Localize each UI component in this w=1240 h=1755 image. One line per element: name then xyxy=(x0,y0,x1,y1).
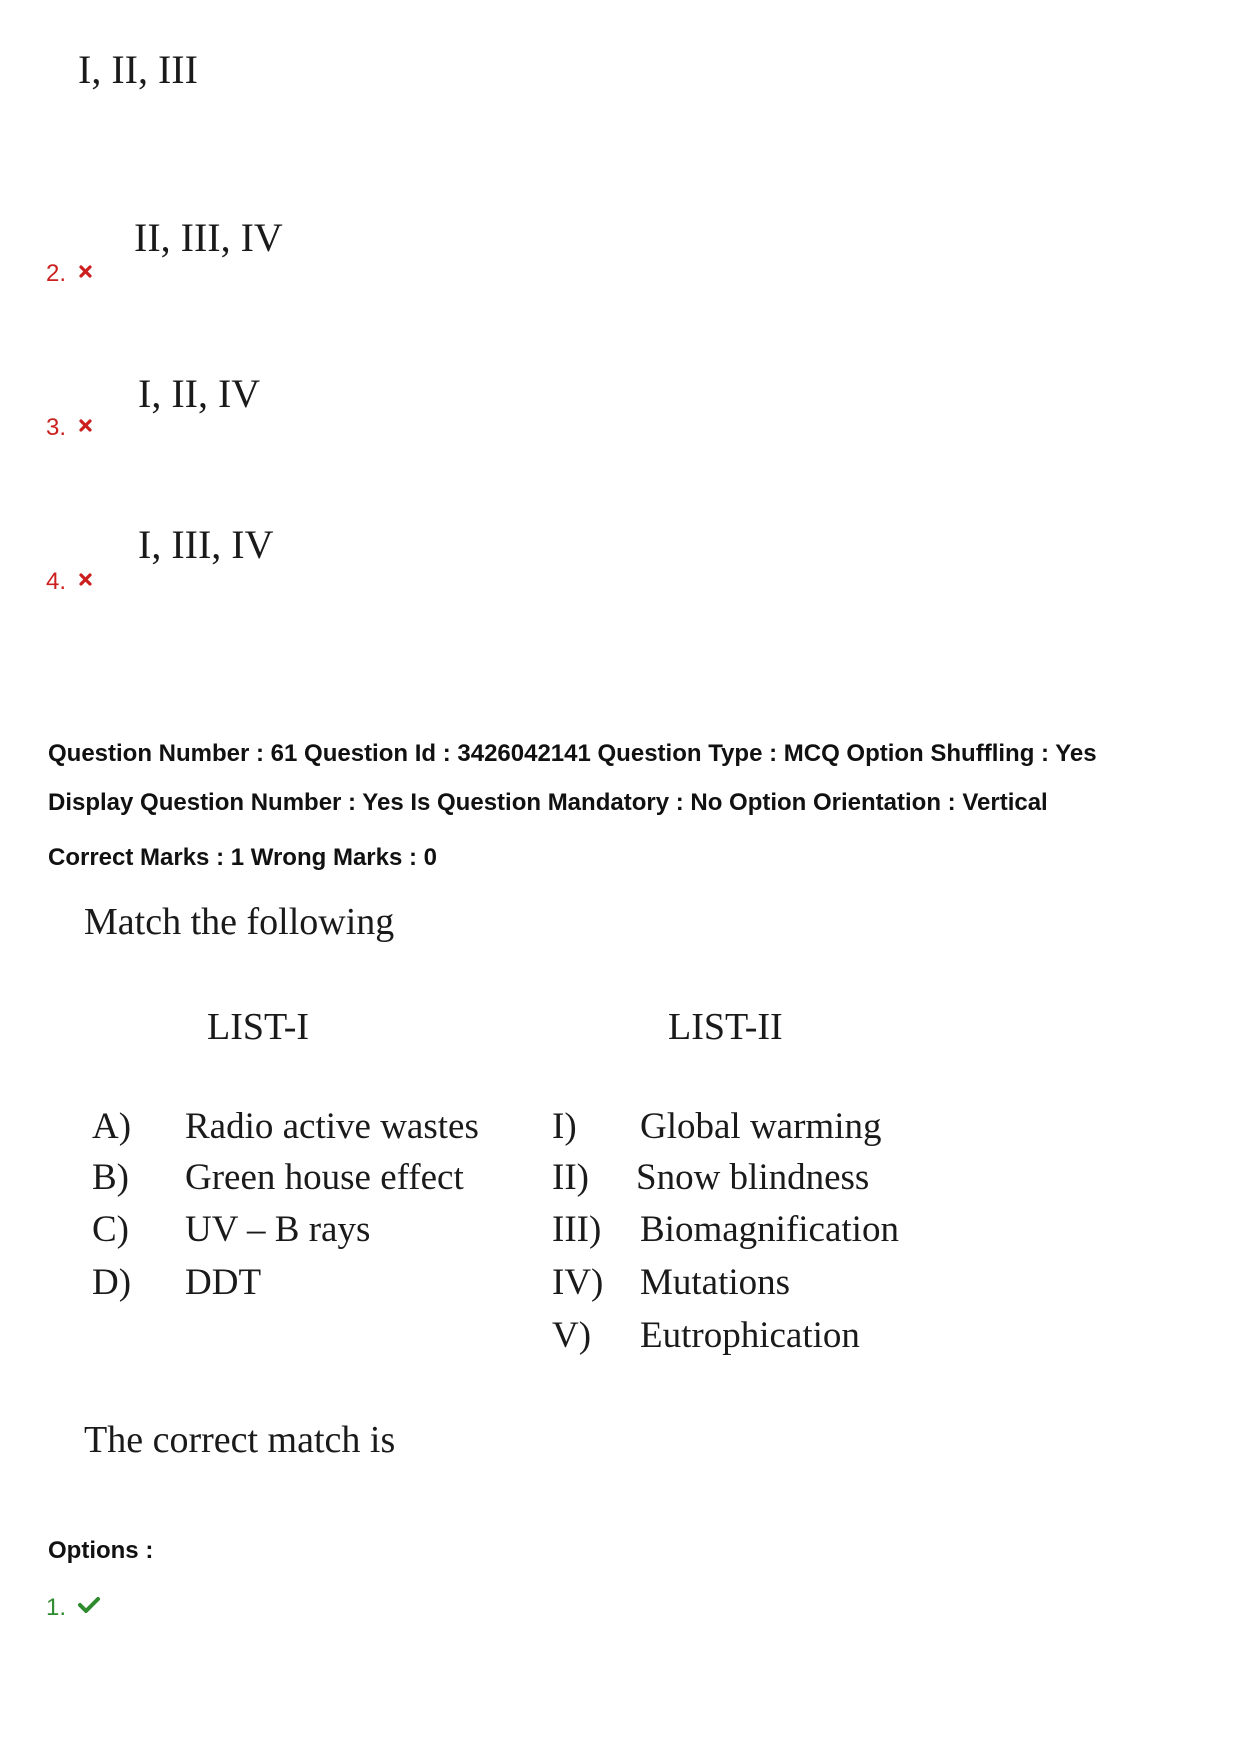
prev-option-1-text: I, II, III xyxy=(78,47,198,92)
list1-label: D) xyxy=(92,1262,132,1303)
question-meta-line-3: Correct Marks : 1 Wrong Marks : 0 xyxy=(48,844,438,871)
option-number: 4. xyxy=(46,568,67,595)
list2-item: Mutations xyxy=(640,1262,791,1303)
list2-label: IV) xyxy=(552,1262,604,1303)
option-1[interactable] xyxy=(46,1594,100,1622)
list1-header: LIST-I xyxy=(207,1006,310,1048)
list2-item: Snow blindness xyxy=(636,1157,870,1198)
cross-icon xyxy=(78,418,93,433)
cross-icon xyxy=(78,572,93,587)
prev-option-2 xyxy=(46,260,93,288)
question-prompt: Match the following xyxy=(84,901,395,943)
list2-label: V) xyxy=(552,1315,592,1356)
list2-label: II) xyxy=(552,1157,589,1198)
prev-option-3 xyxy=(46,414,93,442)
list1-item: Radio active wastes xyxy=(185,1106,479,1147)
list1-item: Green house effect xyxy=(185,1157,464,1198)
list2-item: Eutrophication xyxy=(640,1315,860,1356)
list2-label: I) xyxy=(552,1106,577,1147)
list1-label: B) xyxy=(92,1157,129,1198)
prev-option-3-text: I, II, IV xyxy=(138,371,261,416)
list2-item: Biomagnification xyxy=(640,1209,899,1250)
question-footer-text: The correct match is xyxy=(84,1419,396,1461)
option-number: 1. xyxy=(46,1594,67,1621)
list2-item: Global warming xyxy=(640,1106,882,1147)
options-label: Options : xyxy=(48,1537,154,1564)
list1-item: DDT xyxy=(185,1262,262,1303)
list2-header: LIST-II xyxy=(668,1006,783,1048)
list1-label: A) xyxy=(92,1106,132,1147)
list2-label: III) xyxy=(552,1209,602,1250)
list1-item: UV – B rays xyxy=(185,1209,371,1250)
list1-label: C) xyxy=(92,1209,129,1250)
cross-icon xyxy=(78,264,93,279)
option-number: 3. xyxy=(46,414,67,441)
question-meta-line-2: Display Question Number : Yes Is Question Mandatory : No Option Orientation : Vertical xyxy=(48,789,1048,816)
prev-option-2-text: II, III, IV xyxy=(134,215,283,260)
check-icon xyxy=(78,1597,100,1613)
prev-option-4-text: I, III, IV xyxy=(138,522,274,567)
option-number: 2. xyxy=(46,260,67,287)
prev-option-4 xyxy=(46,568,93,596)
question-meta-line-1: Question Number : 61 Question Id : 3426042141 Question Type : MCQ Option Shuffling : Yes xyxy=(48,740,1097,767)
